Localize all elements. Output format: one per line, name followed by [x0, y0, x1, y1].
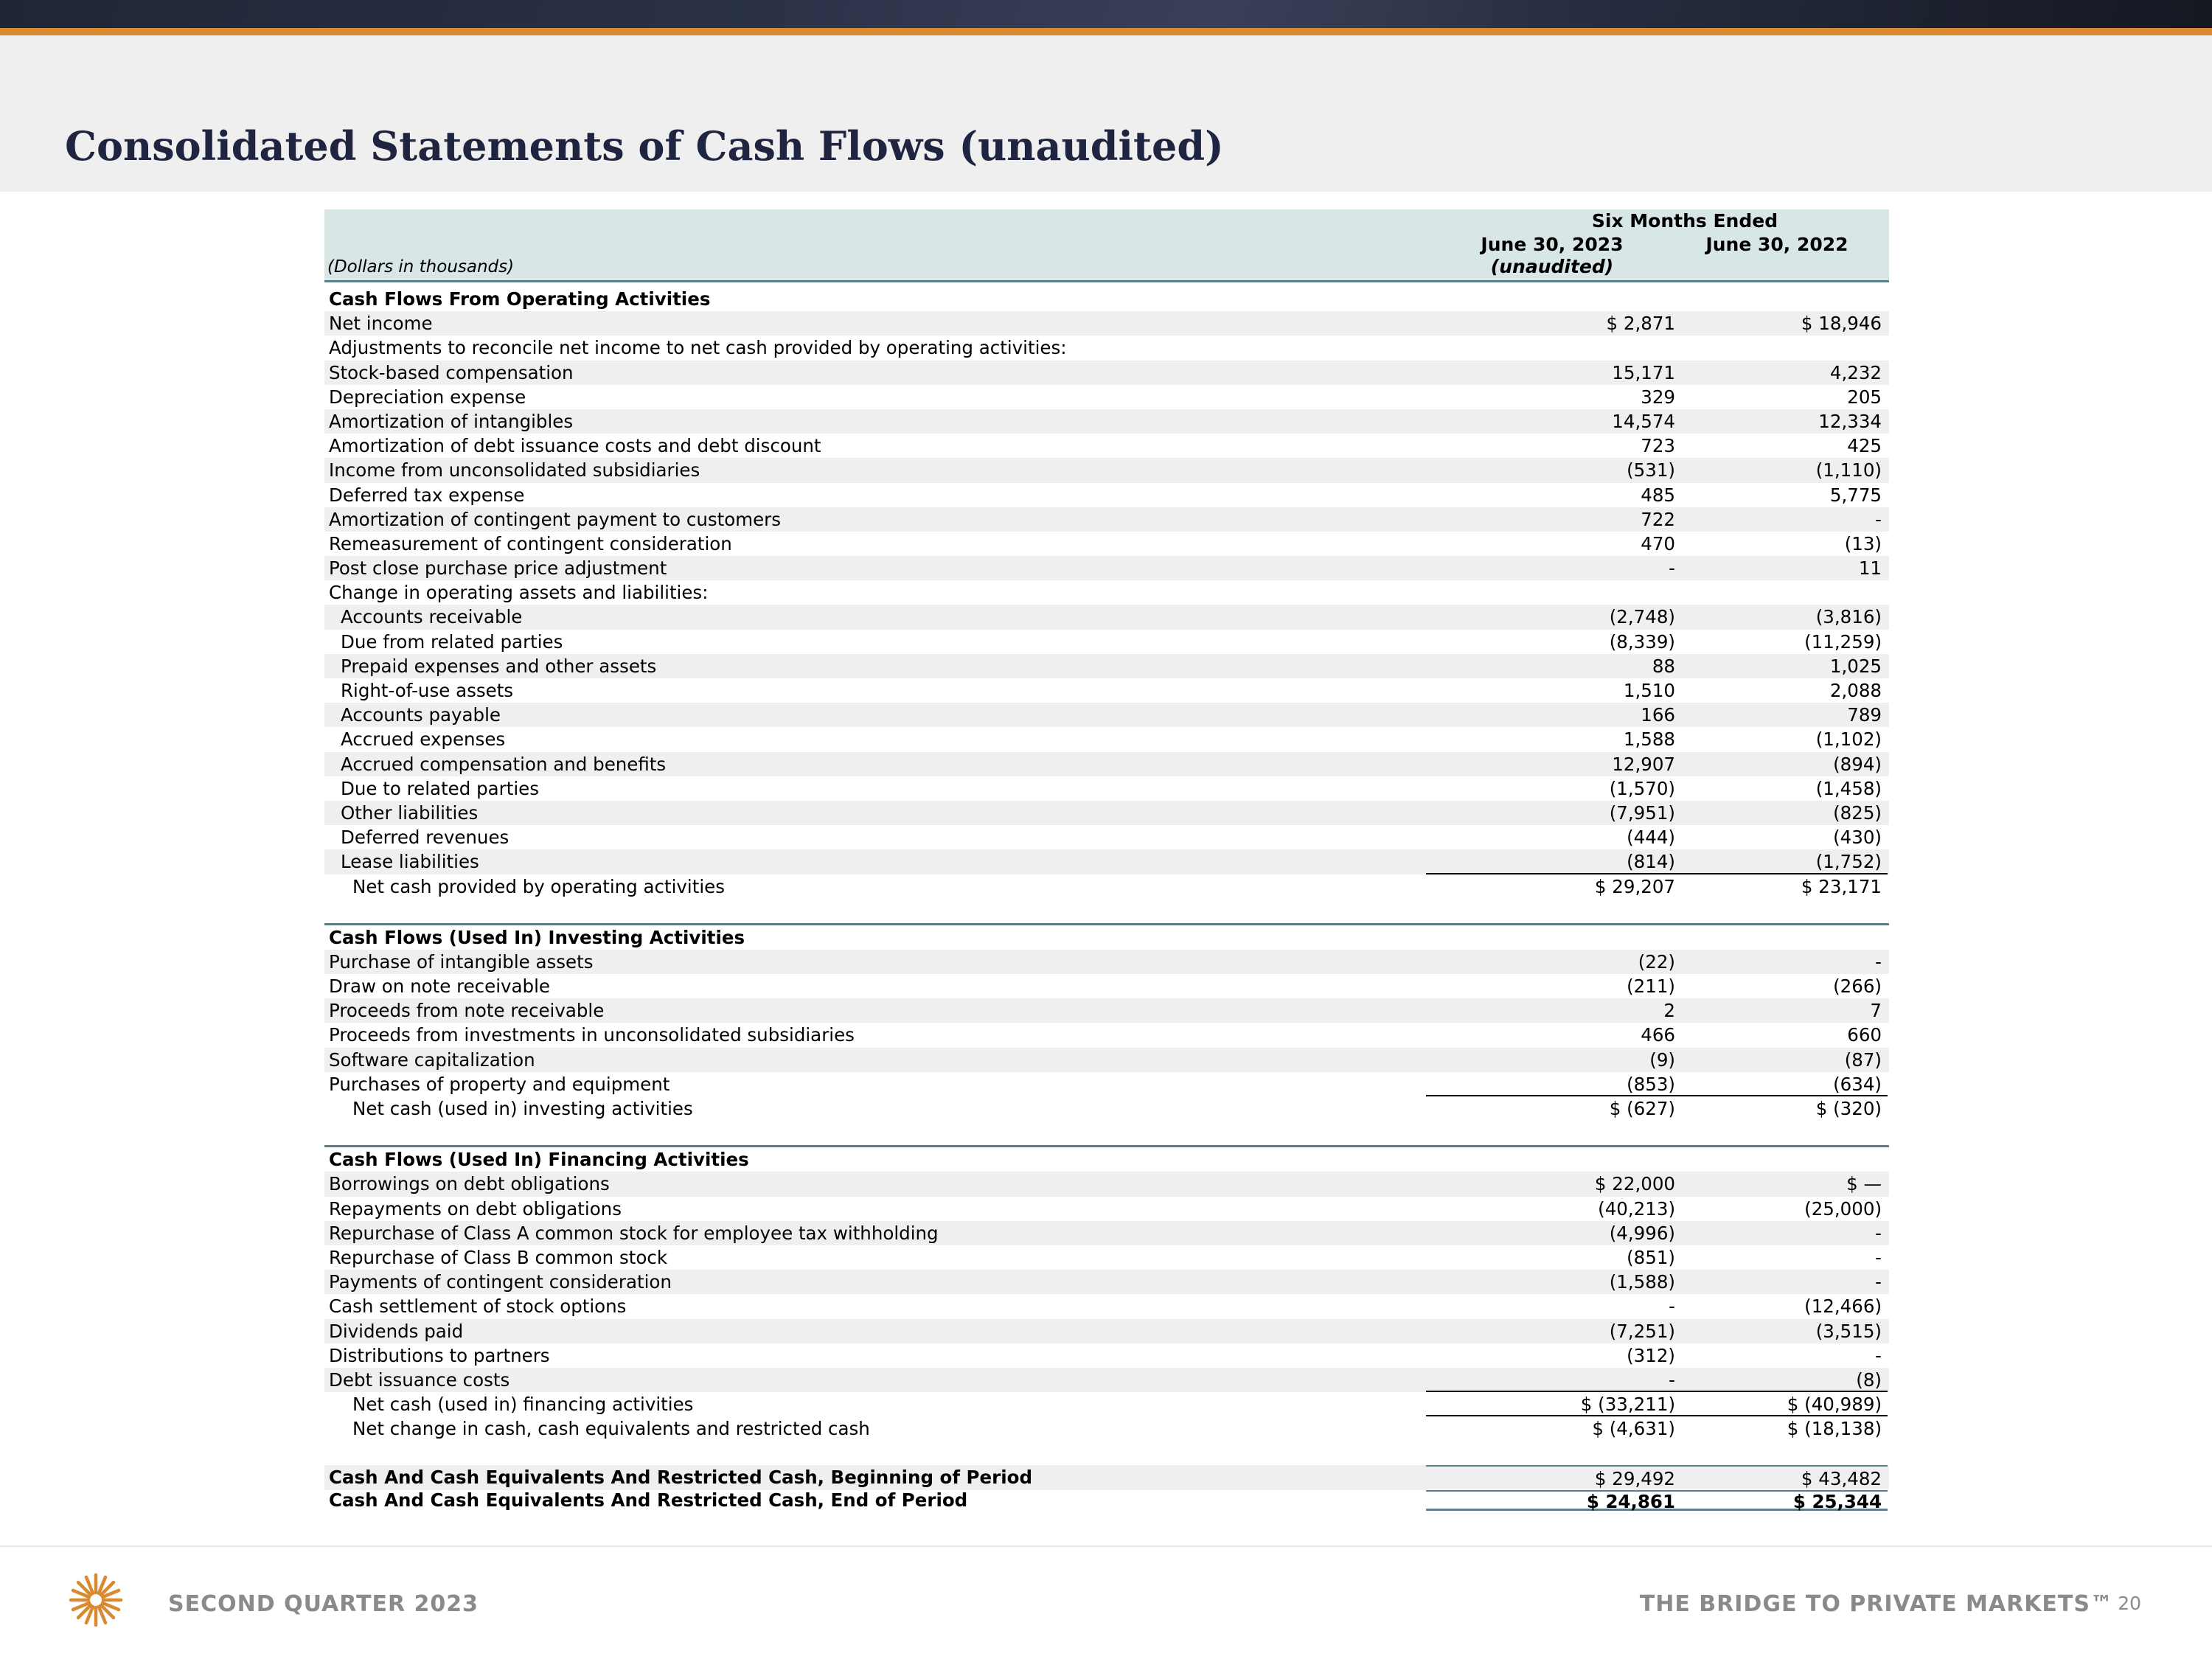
value-2023: $ 29,492	[1426, 1465, 1681, 1489]
orange-accent-stripe	[0, 28, 2212, 35]
value-2022: $ (320)	[1815, 1098, 1882, 1119]
ending-cash-row	[324, 1490, 1889, 1511]
row-label: Net cash provided by operating activities	[352, 875, 725, 897]
row-label: Remeasurement of contingent consideration	[329, 532, 732, 554]
row-label: Draw on note receivable	[329, 975, 550, 998]
value-2023: (22)	[1638, 950, 1675, 973]
value-2022: $ 43,482	[1681, 1465, 1888, 1489]
row-label: Net cash (used in) financing activities	[352, 1394, 694, 1416]
table-row	[324, 580, 1889, 605]
table-row	[324, 532, 1889, 556]
row-label: Change in operating assets and liabilities:	[329, 582, 709, 604]
value-2022: 789	[1847, 704, 1882, 726]
value-2022: $ (40,989)	[1681, 1392, 1888, 1416]
row-label: Deferred tax expense	[329, 484, 525, 506]
value-2023	[1426, 335, 1681, 360]
row-label: Dividends paid	[329, 1320, 464, 1342]
value-2022: (266)	[1833, 975, 1882, 998]
table-row	[324, 974, 1889, 998]
value-2023: 329	[1641, 386, 1675, 408]
value-2022: -	[1875, 950, 1882, 973]
units-note: (Dollars in thousands)	[327, 257, 515, 276]
value-2023: (7,951)	[1609, 801, 1675, 824]
row-label: Software capitalization	[329, 1048, 535, 1071]
table-row	[324, 801, 1889, 825]
value-2022: (1,110)	[1815, 459, 1882, 481]
investing-total-row	[324, 1096, 1889, 1121]
net-change-row	[324, 1416, 1889, 1441]
value-2023: 1,588	[1623, 728, 1675, 751]
value-2023: (211)	[1627, 975, 1675, 998]
table-row	[324, 776, 1889, 801]
row-label: Accounts receivable	[341, 606, 523, 628]
operating-total-row	[324, 874, 1889, 899]
value-2023: 485	[1641, 484, 1675, 506]
row-label: Prepaid expenses and other assets	[341, 655, 657, 677]
row-label: Cash And Cash Equivalents And Restricted Cash, Beginning of Period	[329, 1467, 1032, 1489]
value-2022: (87)	[1844, 1048, 1882, 1071]
value-2022: -	[1875, 1344, 1882, 1366]
value-2023	[1426, 580, 1681, 605]
table-row	[324, 311, 1889, 335]
value-2023: 14,574	[1612, 410, 1675, 432]
table-row	[324, 556, 1889, 580]
value-2022: -	[1875, 1246, 1882, 1268]
spacer-row	[324, 899, 1889, 923]
row-label: Cash settlement of stock options	[329, 1295, 627, 1318]
value-2023: (851)	[1627, 1246, 1675, 1268]
page-title: Consolidated Statements of Cash Flows (unaudited)	[65, 122, 1224, 170]
row-label: Income from unconsolidated subsidiaries	[329, 459, 700, 481]
value-2022: (12,466)	[1804, 1295, 1882, 1318]
row-label: Stock-based compensation	[329, 361, 574, 383]
section-title: Cash Flows (Used In) Investing Activities	[329, 926, 745, 948]
value-2022: (1,752)	[1681, 849, 1888, 874]
row-label: Accrued expenses	[341, 728, 506, 751]
value-2022: (1,458)	[1815, 777, 1882, 799]
table-header	[324, 209, 1889, 282]
table-row	[324, 434, 1889, 458]
value-2022: (430)	[1833, 827, 1882, 849]
value-2023: 723	[1641, 435, 1675, 457]
row-label: Cash And Cash Equivalents And Restricted Cash, End of Period	[329, 1489, 968, 1511]
value-2023: -	[1669, 557, 1675, 580]
table-row	[324, 507, 1889, 532]
table-row	[324, 335, 1889, 360]
row-label: Adjustments to reconcile net income to net cash provided by operating activities:	[329, 337, 1067, 359]
page-number: 20	[2118, 1593, 2141, 1614]
table-row	[324, 825, 1889, 849]
value-2022: $ 25,344	[1681, 1490, 1888, 1511]
row-label: Accrued compensation and benefits	[341, 753, 667, 775]
row-label: Post close purchase price adjustment	[329, 557, 667, 580]
row-label: Borrowings on debt obligations	[329, 1173, 610, 1195]
value-2023: (1,588)	[1609, 1271, 1675, 1293]
row-label: Repurchase of Class A common stock for employee tax withholding	[329, 1222, 939, 1244]
row-label: Amortization of debt issuance costs and debt discount	[329, 435, 821, 457]
row-label: Proceeds from investments in unconsolidated subsidiaries	[329, 1024, 855, 1046]
value-2023: (9)	[1649, 1048, 1675, 1071]
value-2023: -	[1669, 1295, 1675, 1318]
row-label: Amortization of contingent payment to customers	[329, 508, 782, 530]
table-row	[324, 752, 1889, 776]
value-2023: (312)	[1627, 1344, 1675, 1366]
value-2023: 1,510	[1623, 680, 1675, 701]
row-label: Net income	[329, 313, 433, 335]
table-row	[324, 1172, 1889, 1196]
value-2022: 7	[1870, 1000, 1882, 1022]
row-label: Other liabilities	[341, 801, 479, 824]
value-2022: 2,088	[1829, 680, 1882, 701]
value-2022: $ —	[1846, 1173, 1882, 1195]
top-decorative-band	[0, 0, 2212, 28]
value-2022: -	[1875, 508, 1882, 530]
value-2022: 660	[1847, 1024, 1882, 1046]
table-row	[324, 727, 1889, 751]
column-2023-date: June 30, 2023	[1481, 234, 1624, 255]
value-2023: $ 2,871	[1606, 313, 1675, 335]
value-2023: $ 22,000	[1594, 1173, 1675, 1195]
value-2023: 12,907	[1612, 753, 1675, 775]
value-2023: 15,171	[1612, 361, 1675, 383]
table-row	[324, 1343, 1889, 1368]
table-row	[324, 361, 1889, 385]
row-label: Accounts payable	[341, 704, 501, 726]
table-row	[324, 1072, 1889, 1096]
table-row	[324, 1048, 1889, 1072]
value-2023: 466	[1641, 1024, 1675, 1046]
row-label: Net change in cash, cash equivalents and restricted cash	[352, 1418, 870, 1440]
value-2022: (634)	[1681, 1072, 1888, 1096]
section-financing	[324, 1145, 1889, 1172]
value-2022: 425	[1847, 435, 1882, 457]
table-row	[324, 1294, 1889, 1318]
value-2022: 11	[1858, 557, 1882, 580]
footer-tagline: THE BRIDGE TO PRIVATE MARKETS™	[1639, 1591, 2113, 1617]
value-2023: $ 24,861	[1426, 1490, 1681, 1511]
row-label: Debt issuance costs	[329, 1368, 510, 1391]
footer-quarter: SECOND QUARTER 2023	[168, 1591, 479, 1617]
table-row	[324, 849, 1889, 874]
table-row	[324, 483, 1889, 507]
footer-divider	[0, 1545, 2212, 1547]
period-header: Six Months Ended	[1591, 210, 1778, 232]
table-row	[324, 998, 1889, 1023]
table-row	[324, 385, 1889, 409]
row-label: Proceeds from note receivable	[329, 1000, 605, 1022]
row-label: Amortization of intangibles	[329, 410, 574, 432]
value-2022: (3,816)	[1815, 606, 1882, 628]
value-2023: $ (33,211)	[1426, 1392, 1681, 1416]
value-2022: 1,025	[1829, 655, 1882, 677]
row-label: Repurchase of Class B common stock	[329, 1246, 668, 1268]
table-row	[324, 1023, 1889, 1047]
value-2022: $ 23,171	[1801, 875, 1882, 897]
value-2022: (825)	[1833, 801, 1882, 824]
row-label: Right-of-use assets	[341, 680, 514, 701]
section-investing	[324, 923, 1889, 950]
table-row	[324, 1270, 1889, 1294]
value-2022	[1681, 335, 1888, 360]
value-2022: (13)	[1844, 532, 1882, 554]
value-2022: 205	[1847, 386, 1882, 408]
value-2023: $ 29,207	[1594, 875, 1675, 897]
value-2023: (814)	[1426, 849, 1681, 874]
financing-total-row	[324, 1392, 1889, 1416]
spacer-row	[324, 1121, 1889, 1145]
starburst-logo-icon	[68, 1572, 124, 1628]
value-2022: (3,515)	[1815, 1320, 1882, 1342]
cash-flow-table	[324, 209, 1889, 1511]
value-2023: (4,996)	[1609, 1222, 1675, 1244]
table-row	[324, 1221, 1889, 1245]
row-label: Purchases of property and equipment	[329, 1073, 670, 1095]
row-label: Payments of contingent consideration	[329, 1271, 672, 1293]
value-2022: 12,334	[1818, 410, 1882, 432]
value-2023: 470	[1641, 532, 1675, 554]
value-2022: $ (18,138)	[1787, 1418, 1882, 1440]
value-2023: -	[1426, 1368, 1681, 1392]
value-2023: 88	[1652, 655, 1675, 677]
table-row	[324, 678, 1889, 703]
table-row	[324, 1245, 1889, 1270]
table-row	[324, 458, 1889, 482]
value-2023: 722	[1641, 508, 1675, 530]
value-2023: (853)	[1426, 1072, 1681, 1096]
spacer-row	[324, 1441, 1889, 1465]
table-row	[324, 703, 1889, 727]
row-label: Due to related parties	[341, 777, 539, 799]
value-2022: -	[1875, 1222, 1882, 1244]
section-operating	[324, 287, 1889, 311]
table-row	[324, 630, 1889, 654]
value-2022: (1,102)	[1815, 728, 1882, 751]
row-label: Due from related parties	[341, 630, 563, 653]
table-row	[324, 950, 1889, 974]
row-label: Depreciation expense	[329, 386, 526, 408]
section-title: Cash Flows From Operating Activities	[329, 288, 711, 310]
table-row	[324, 654, 1889, 678]
value-2023: (40,213)	[1598, 1197, 1675, 1220]
value-2023: (444)	[1627, 827, 1675, 849]
row-label: Deferred revenues	[341, 827, 509, 849]
value-2022	[1681, 580, 1888, 605]
value-2022: (11,259)	[1804, 630, 1882, 653]
value-2023: (7,251)	[1609, 1320, 1675, 1342]
value-2022: (894)	[1833, 753, 1882, 775]
value-2023: 2	[1663, 1000, 1675, 1022]
value-2023: $ (627)	[1609, 1098, 1675, 1119]
value-2023: $ (4,631)	[1592, 1418, 1675, 1440]
value-2023: (531)	[1627, 459, 1675, 481]
row-label: Distributions to partners	[329, 1344, 550, 1366]
table-row	[324, 1319, 1889, 1343]
row-label: Net cash (used in) investing activities	[352, 1098, 693, 1119]
value-2022: $ 18,946	[1801, 313, 1882, 335]
value-2022: -	[1875, 1271, 1882, 1293]
beginning-cash-row	[324, 1465, 1889, 1489]
unaudited-note: (unaudited)	[1490, 256, 1614, 277]
row-label: Lease liabilities	[341, 851, 479, 873]
table-row	[324, 1368, 1889, 1392]
value-2023: (2,748)	[1609, 606, 1675, 628]
table-row	[324, 1197, 1889, 1221]
table-row	[324, 605, 1889, 629]
table-row	[324, 409, 1889, 434]
value-2022: (25,000)	[1804, 1197, 1882, 1220]
value-2023: 166	[1641, 704, 1675, 726]
header-area	[0, 35, 2212, 192]
value-2022: 4,232	[1829, 361, 1882, 383]
value-2023: (8,339)	[1609, 630, 1675, 653]
section-title: Cash Flows (Used In) Financing Activities	[329, 1149, 749, 1171]
row-label: Purchase of intangible assets	[329, 950, 594, 973]
value-2022: 5,775	[1829, 484, 1882, 506]
table-body	[324, 287, 1889, 1511]
value-2022: (8)	[1681, 1368, 1888, 1392]
column-2022-date: June 30, 2022	[1705, 234, 1848, 255]
value-2023: (1,570)	[1609, 777, 1675, 799]
row-label: Repayments on debt obligations	[329, 1197, 622, 1220]
